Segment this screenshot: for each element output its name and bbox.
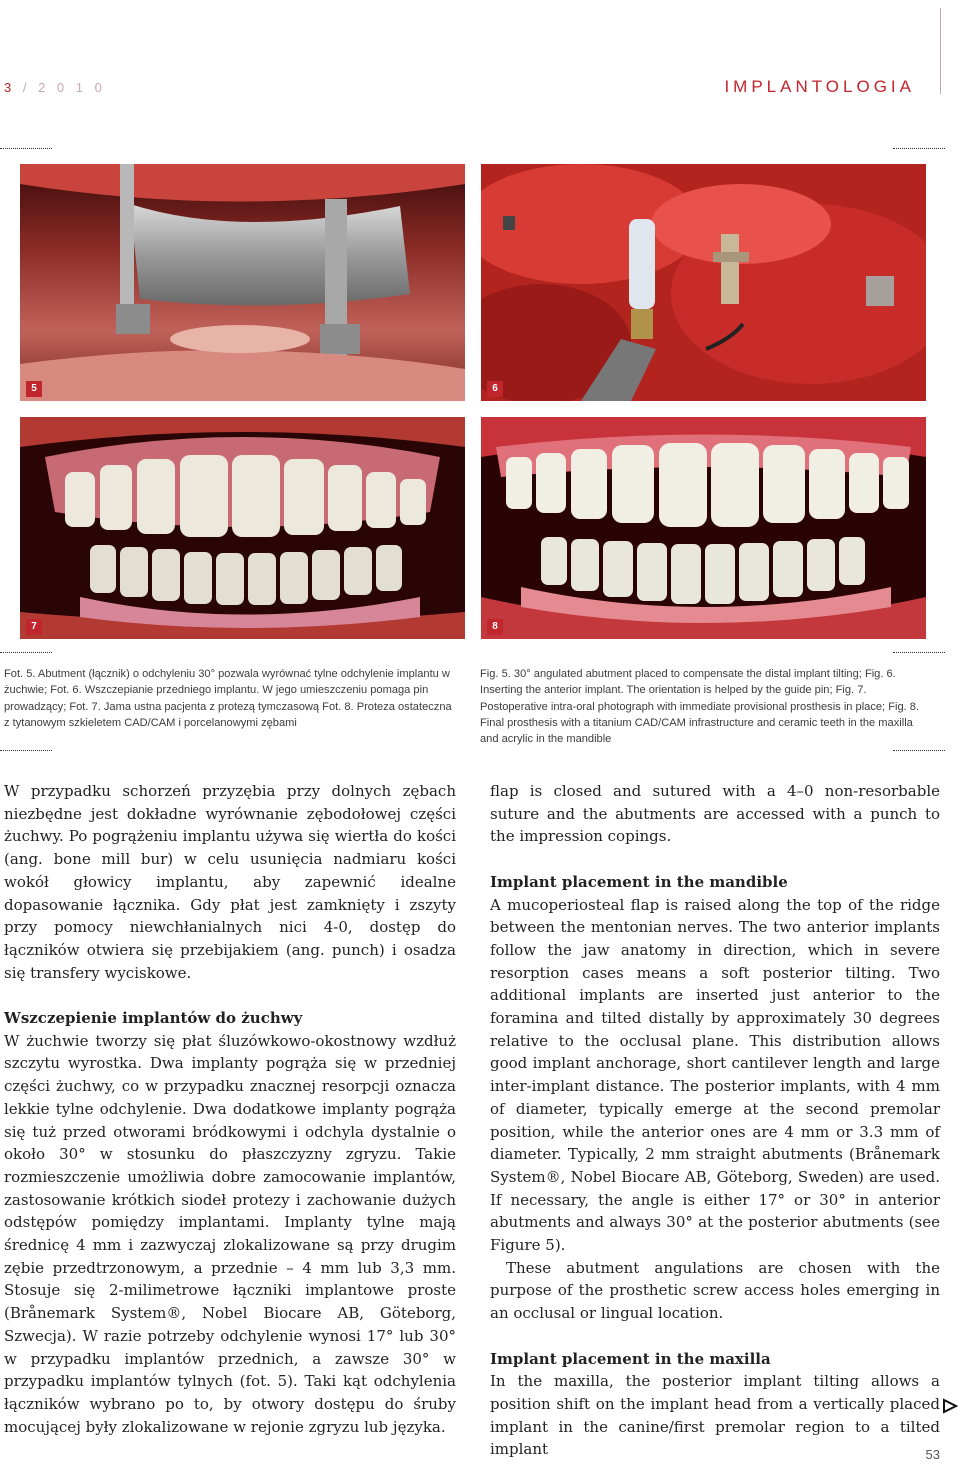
issue-year: / 2 0 1 0 [15,80,106,95]
caption-polish: Fot. 5. Abutment (łącznik) o odchyleniu 30° pozwala wyrównać tylne odchylenie implantu w żuchwie; Fot. 6. Wszczepianie przedniego implantu. W jego umieszczeniu pomaga pin prowadzący; Fot. 7. Jama ustna pacjenta z protezą tymczasową Fot. 8. Proteza ostateczna z tytanowym szkieletem CAD/CAM i porcelanowymi zębami [4,668,452,729]
issue-label [4,80,106,95]
dotted-rule [0,148,52,149]
figure-badge: 7 [26,619,42,635]
body-column-left [4,780,456,1438]
triangle-arrow-icon [942,1398,958,1414]
body-column-right [490,780,940,1461]
figure-badge: 8 [487,619,503,635]
figure-6-photo [481,164,926,401]
paragraph: A mucoperiosteal flap is raised along the top of the ridge between the mentonian nerves. The two anterior implants follow the jaw anatomy in direction, which in severe resorption cases means a soft posterior tilting. Two additional implants are inserted just anterior to the foramina and tilted distally by approximately 30 degrees relative to the occlusal plane. This distribution allows good implant anchorage, short cantilever length and large inter-implant distance. The posterior implants, with 4 mm of diameter, typically emerge at the second premolar position, while the anterior ones are 4 mm or 3.3 mm of diameter. Typically, 2 mm straight abutments (Brånemark System®, Nobel Biocare AB, Göteborg, Sweden) are used. If necessary, the angle is either 17° or 30° in anterior abutments and always 30° at the posterior abutments (see Figure 5). [490,895,940,1255]
section-title: IMPLANTOLOGIA [724,77,915,96]
figure-8-photo [481,417,926,639]
section-heading: Wszczepienie implantów do żuchwy [4,1009,303,1028]
paragraph: W przypadku schorzeń przyzębia przy dolnych zębach niezbędne jest dokładne wyrównanie zębodołowej części żuchwy. Po pogrążeniu implantu używa się wiertła do kości (ang. bone mill bur) w celu usunięcia nadmiaru kości wokół głowicy implantu, aby zapewnić idealne dopasowanie łącznika. Gdy płat jest zamknięty i zszyty przy pomocy niewchłanialnych nici 4-0, dostęp do łączników otwiera się przebijakiem (ang. punch) i osadza się transfery wyciskowe. [4,782,456,982]
figure-5-photo [20,164,465,401]
figure-7-photo [20,417,465,639]
header-divider [940,8,941,94]
dotted-rule [893,652,945,653]
section-heading: Implant placement in the maxilla [490,1349,771,1368]
dotted-rule [0,652,52,653]
paragraph: flap is closed and sutured with a 4–0 non-resorbable suture and the abutments are accessed with a punch to the impression copings. [490,782,940,846]
dotted-rule [893,148,945,149]
figure-badge: 5 [26,381,42,397]
caption-english: Fig. 5. 30° angulated abutment placed to compensate the distal implant tilting; Fig. 6. Inserting the anterior implant. The orientation is helped by the guide pin; Fig. 7. Postoperative intra-oral photograph with immediate provisional prosthesis in place; Fig. 8. Final prosthesis with a titanium CAD/CAM infrastructure and ceramic teeth in the maxilla and acrylic in the mandible [480,668,920,746]
paragraph: These abutment angulations are chosen with the purpose of the prosthetic screw access holes emerging in an occlusal or lingual location. [490,1258,940,1323]
paragraph: W żuchwie tworzy się płat śluzówkowo-okostnowy wzdłuż szczytu wyrostka. Dwa implanty pogrąża się w przedniej części żuchwy, co w przypadku znacznej resorpcji oznacza lekkie tylne odchylenie. Dwa dodatkowe implanty pogrąża się tuż przed otworami bródkowymi i odchyla dystalnie o około 30° w stosunku do płaszczyzny zgryzu. Takie rozmieszczenie umożliwia dobre zamocowanie implantów, zastosowanie krótkich siodeł protezy i zachowanie dużych odstępów pomiędzy implantami. Implanty tylne mają średnicę 4 mm i zazwyczaj zlokalizowane są przy drugim zębie przedtrzonowym, a przednie – 4 mm lub 3,3 mm. Stosuje się 2-milimetrowe łączniki implantowe proste (Brånemark System®, Nobel Biocare AB, Göteborg, Szwecja). W razie potrzeby odchylenie wynosi 17° lub 30° w przypadku implantów przednich, a zawsze 30° w przypadku implantów tylnych (fot. 5). Taki kąt odchylenia łączników wybrano po to, by otwory dostępu do śruby mocującej były zlokalizowane w rejonie zgryzu lub języka. [4,1031,456,1436]
page-number: 53 [925,1447,940,1462]
paragraph: In the maxilla, the posterior implant tilting allows a position shift on the implant head from a vertically placed implant in the canine/first premolar region to a tilted implant [490,1372,940,1459]
issue-number: 3 [4,80,16,95]
dotted-rule [893,750,945,751]
dotted-rule [0,750,52,751]
section-heading: Implant placement in the mandible [490,872,788,891]
figure-badge: 6 [487,381,503,397]
